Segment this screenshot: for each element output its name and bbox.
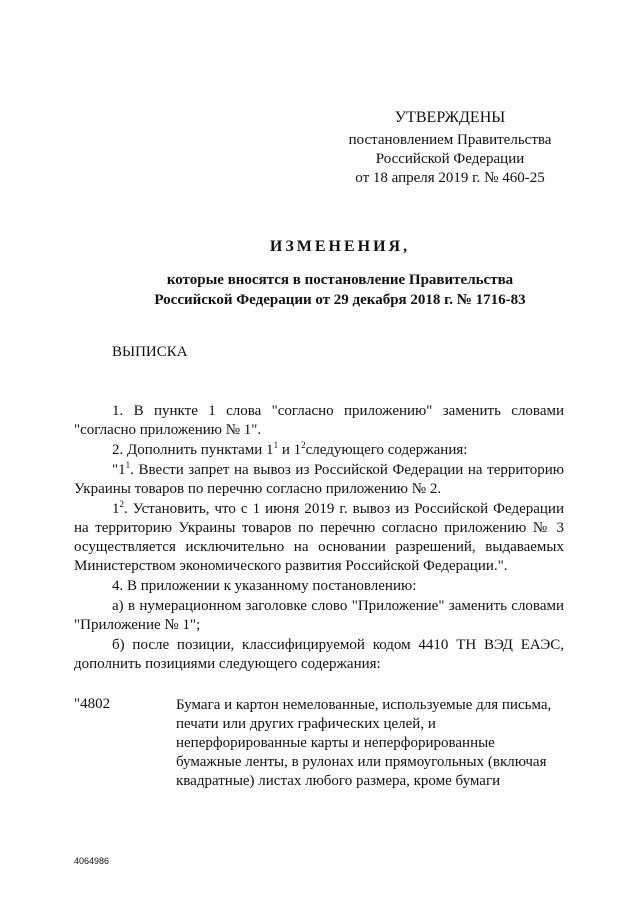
approval-line-1: постановлением Правительства (348, 132, 552, 148)
position-line-5: квадратные) листах любого размера, кроме бумаги (176, 773, 501, 789)
paragraph-4 (74, 500, 564, 576)
paragraph-7: б) после позиции, классифицируемой кодом 4410 ТН ВЭД ЕАЭС, дополнить позициями следующего содержания: (74, 637, 564, 672)
position-code: "4802 (74, 696, 111, 712)
p2-text-c: следующего содержания: (305, 442, 468, 458)
document-subtitle-2: Российской Федерации от 29 декабря 2018 г. № 1716-83 (154, 292, 526, 308)
p3-text-a: "1 (112, 462, 126, 478)
p2-sup-2: 2 (301, 440, 306, 450)
position-line-3: неперфорированные карты и неперфорированные (176, 735, 495, 751)
document-title-block (60, 238, 620, 310)
document-body (74, 402, 564, 674)
position-line-4: бумажные ленты, в рулонах или прямоугольных (включая (176, 754, 547, 770)
p4-text-b: . Установить, что с 1 июня 2019 г. вывоз из Российской Федерации на территорию Украины товаров по перечню согласно приложению № 3 осуществляется исключительно на основании разрешений, выдаваемых Министерством экономического развития Российской Федерации.". (74, 501, 564, 574)
approval-block (330, 108, 570, 188)
paragraph-5: 4. В приложении к указанному постановлению: (112, 578, 417, 594)
p2-text-a: 2. Дополнить пунктами 1 (112, 442, 274, 458)
position-line-1: Бумага и картон немелованные, используемые для письма, (176, 697, 552, 713)
position-line-2: печати или других графических целей, и (176, 716, 436, 732)
document-title: ИЗМЕНЕНИЯ, (269, 238, 411, 255)
approval-heading: УТВЕРЖДЕНЫ (394, 109, 506, 126)
approval-line-3: от 18 апреля 2019 г. № 460-25 (355, 170, 545, 186)
paragraph-3 (74, 461, 564, 499)
paragraph-1: 1. В пункте 1 слова "согласно приложению" заменить словами "согласно приложению № 1". (74, 403, 564, 438)
p4-text-a: 1 (112, 501, 120, 517)
p4-sup: 2 (119, 499, 124, 509)
p2-sup-1: 1 (273, 440, 279, 450)
footer-document-code: 4064986 (74, 856, 110, 866)
excerpt-label: ВЫПИСКА (112, 344, 188, 360)
p2-text-b: и 1 (278, 442, 302, 458)
p3-sup: 1 (125, 460, 131, 470)
approval-line-2: Российской Федерации (375, 151, 525, 167)
position-description (176, 696, 566, 791)
paragraph-6: а) в нумерационном заголовке слово "Приложение" заменить словами "Приложение № 1"; (74, 598, 564, 633)
p3-text-b: . Ввести запрет на вывоз из Российской Федерации на территорию Украины товаров по перечню согласно приложению № 2. (74, 462, 564, 497)
document-subtitle-1: которые вносятся в постановление Правительства (166, 272, 514, 288)
paragraph-2 (74, 441, 564, 460)
